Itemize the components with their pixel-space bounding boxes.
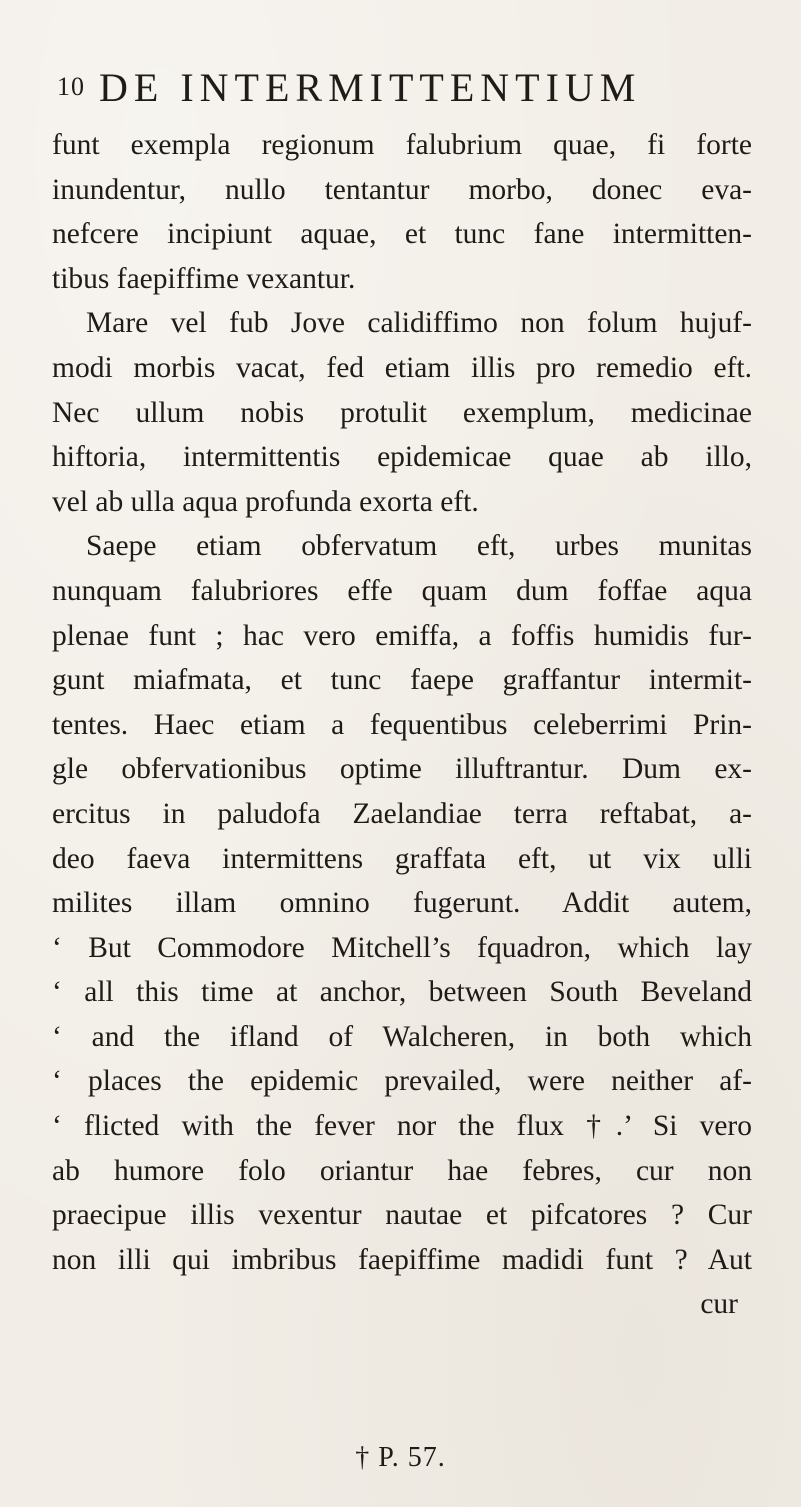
text-line: funt exempla regionum falubrium quae, fi forte — [52, 129, 752, 161]
text-line: plenae funt ; hac vero emiffa, a foffis humidis fur- — [52, 619, 752, 652]
text-line: nefcere incipiunt aquae, et tunc fane intermitten- — [52, 218, 752, 251]
quoted-line: ‘ places the epidemic prevailed, were neither af- — [52, 1065, 752, 1098]
text-line: hiftoria, intermittentis epidemicae quae ab illo, — [52, 441, 752, 474]
quoted-line: ‘ all this time at anchor, between South Beveland — [52, 976, 752, 1009]
text-line: praecipue illis vexentur nautae et pifcatores ? Cur — [52, 1199, 752, 1232]
text-line: modi morbis vacat, fed etiam illis pro remedio eft. — [52, 351, 752, 384]
quoted-line: ‘ But Commodore Mitchell’s fquadron, which lay — [52, 931, 752, 964]
catchword: cur — [700, 1288, 738, 1321]
text-line: Saepe etiam obfervatum eft, urbes munitas — [86, 530, 752, 563]
footnote: † P. 57. — [355, 1442, 446, 1473]
running-head: DE INTERMITTENTIUM — [99, 65, 642, 110]
text-line: deo faeva intermittens graffata eft, ut vix ulli — [52, 842, 752, 875]
text-line: gunt miafmata, et tunc faepe graffantur intermit- — [52, 664, 752, 697]
page-header — [57, 64, 757, 118]
text-line: milites illam omnino fugerunt. Addit autem, — [52, 887, 752, 920]
text-line: tibus faepiffime vexantur. — [52, 262, 356, 295]
quoted-line: ‘ flicted with the fever nor the flux †.’ Si vero — [52, 1110, 752, 1143]
text-line: inundentur, nullo tentantur morbo, donec eva- — [52, 173, 752, 206]
quoted-line: ‘ and the ifland of Walcheren, in both which — [52, 1020, 752, 1053]
text-line: vel ab ulla aqua profunda exorta eft. — [52, 485, 479, 518]
body-text — [52, 123, 752, 1327]
text-line: nunquam falubriores effe quam dum foffae aqua — [52, 574, 752, 607]
text-line: gle obfervationibus optime illuftrantur. Dum ex- — [52, 753, 752, 786]
text-line: tentes. Haec etiam a fequentibus celeberrimi Prin- — [52, 708, 752, 741]
text-line: ab humore folo oriantur hae febres, cur non — [52, 1154, 752, 1187]
text-line: non illi qui imbribus faepiffime madidi funt ? Aut — [52, 1243, 752, 1276]
text-line: ercitus in paludofa Zaelandiae terra reftabat, a- — [52, 797, 752, 830]
page-number: 10 — [57, 72, 85, 101]
text-line: Mare vel fub Jove calidiffimo non folum hujuf- — [86, 307, 752, 340]
text-line: Nec ullum nobis protulit exemplum, medicinae — [52, 396, 752, 429]
